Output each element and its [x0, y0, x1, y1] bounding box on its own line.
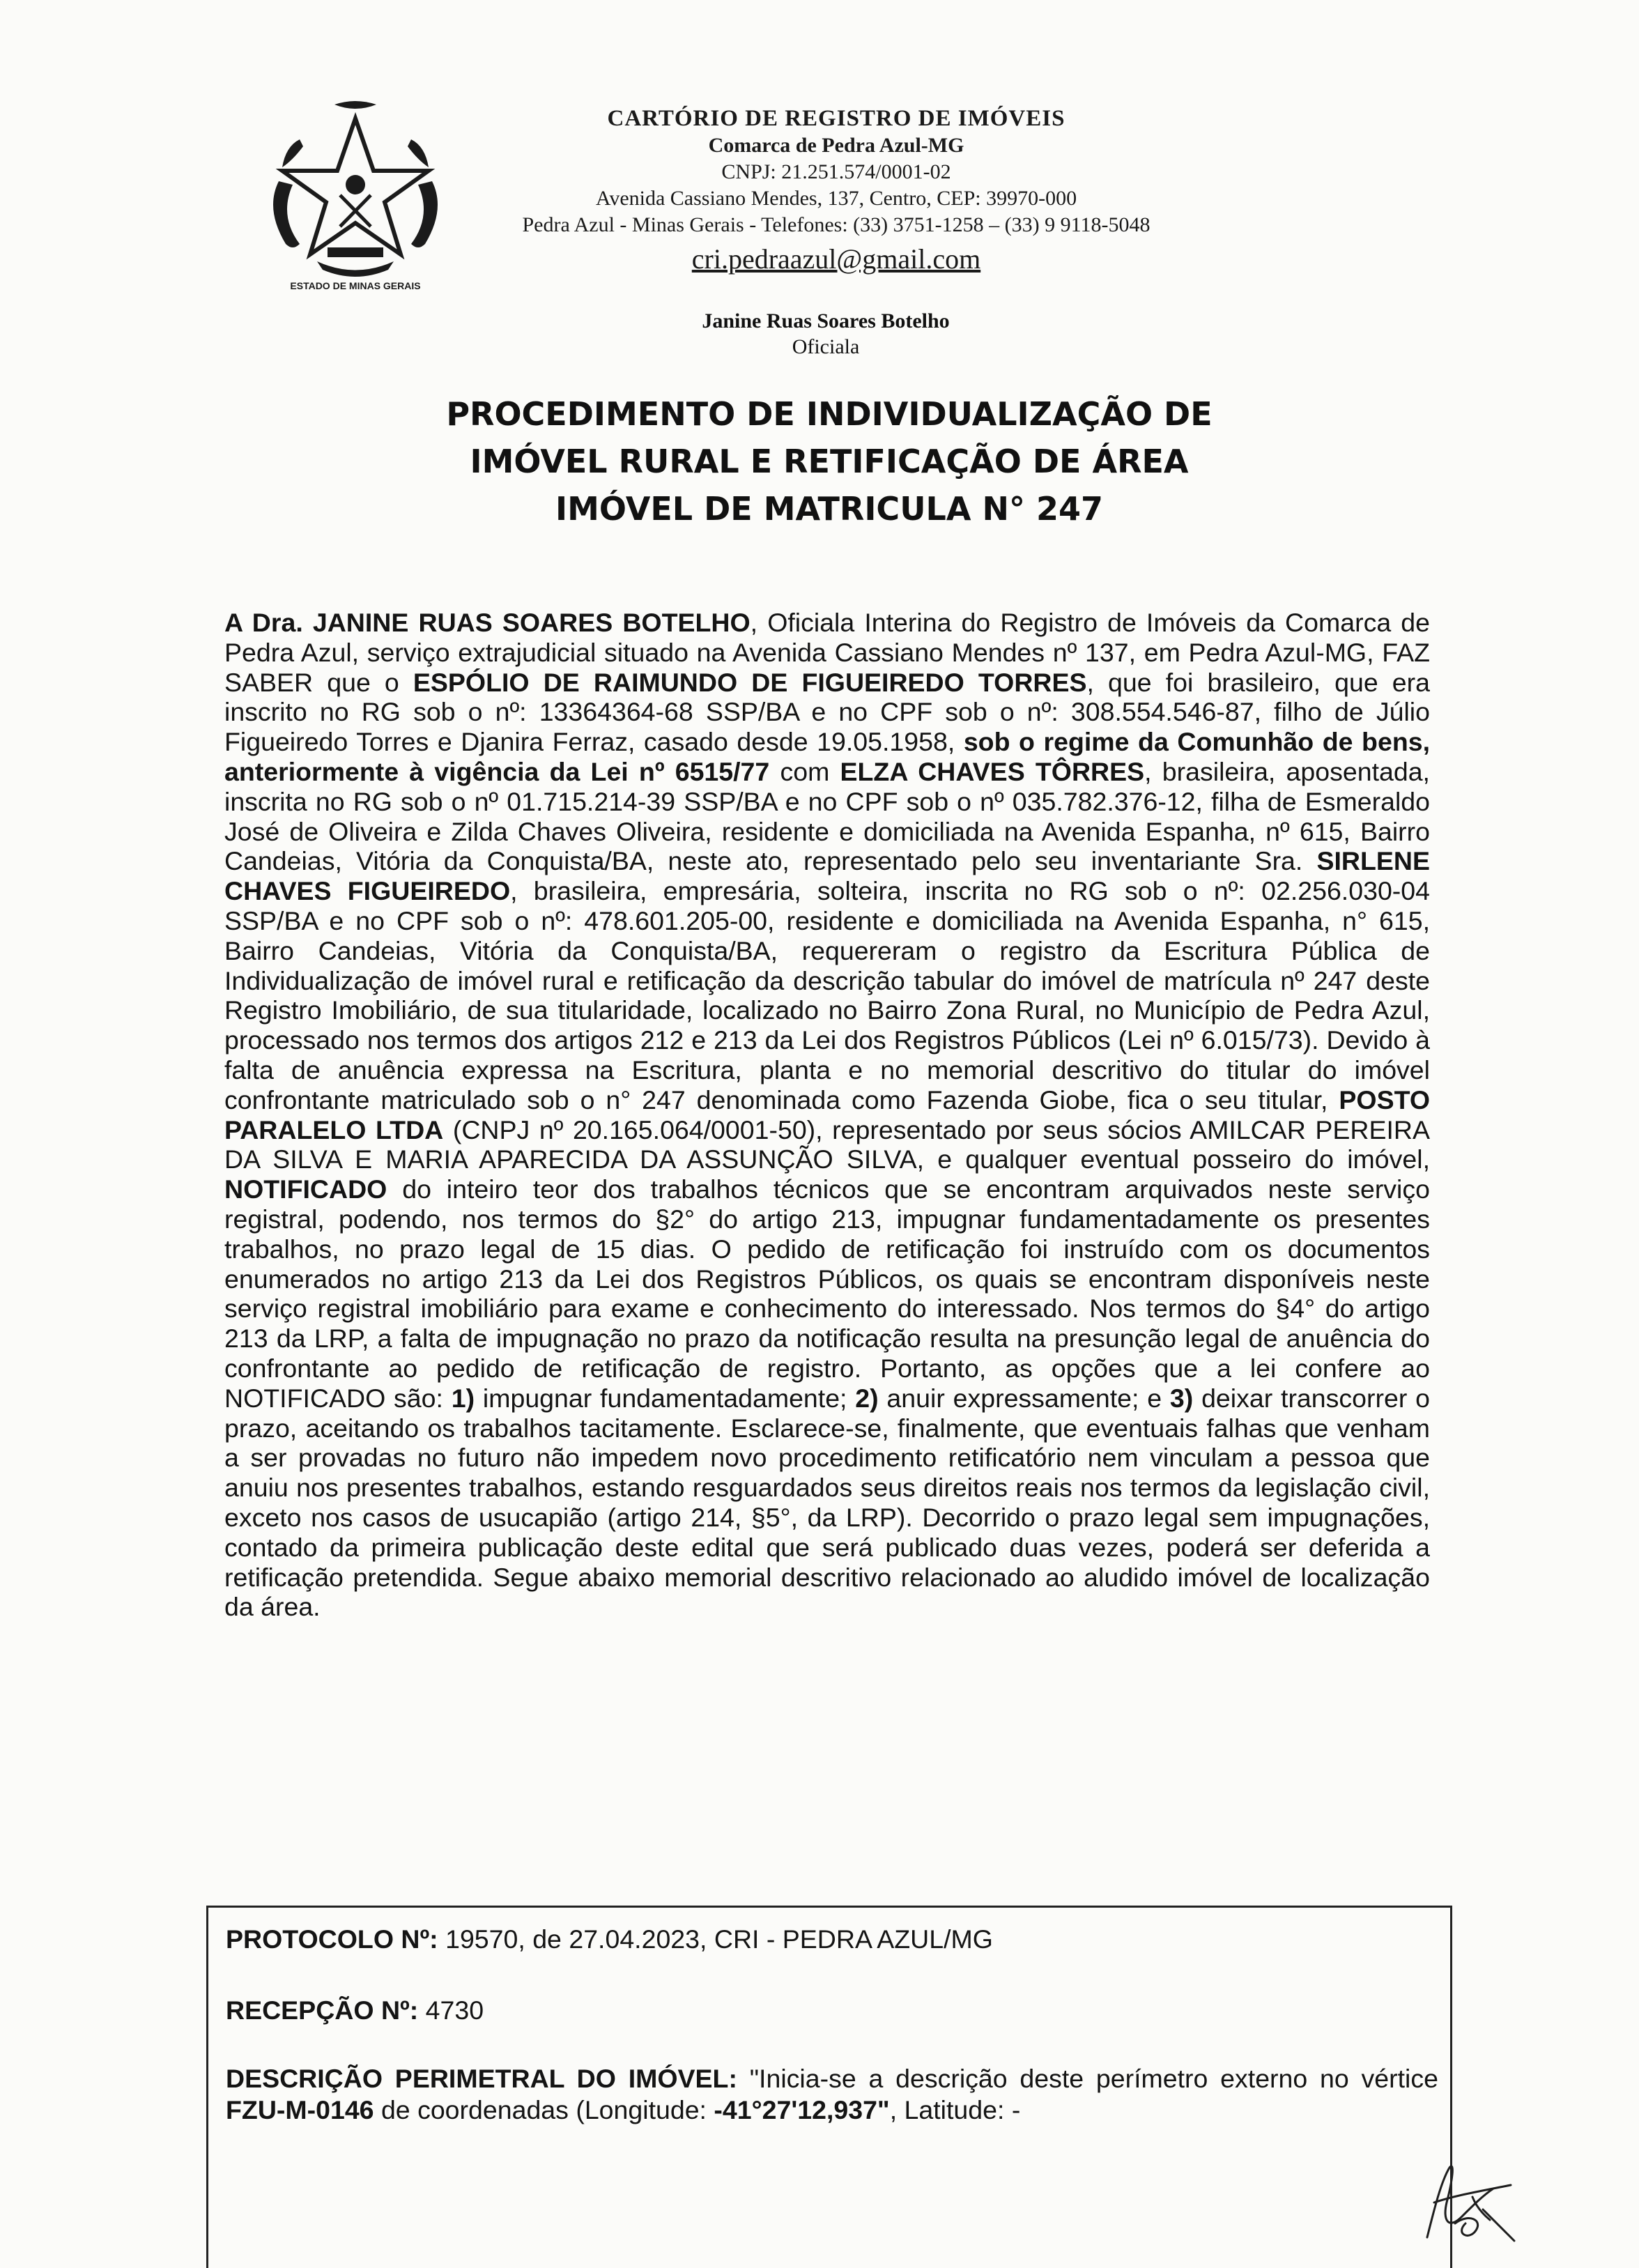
body-segment: 3) [1169, 1383, 1194, 1413]
seal-text: ESTADO DE MINAS GERAIS [290, 280, 421, 291]
title-line-2: IMÓVEL RURAL E RETIFICAÇÃO DE ÁREA [470, 443, 1189, 480]
title-line-3: IMÓVEL DE MATRICULA N° 247 [555, 490, 1104, 528]
description-label: DESCRIÇÃO PERIMETRAL DO IMÓVEL: [226, 2064, 737, 2093]
title-line-1: PROCEDIMENTO DE INDIVIDUALIZAÇÃO DE [446, 395, 1213, 433]
document-title [279, 390, 1380, 532]
reception-label: RECEPÇÃO Nº: [226, 1995, 419, 2025]
body-segment: NOTIFICADO [224, 1174, 387, 1204]
notice-body [224, 608, 1430, 1622]
comarca: Comarca de Pedra Azul-MG [708, 134, 964, 157]
body-segment: do inteiro teor dos trabalhos técnicos que se encontram arquivados neste serviço registral, podendo, nos termos do §2° do artigo 213, impugnar fundamentadamente os presentes trabalhos, no prazo legal de 15 dias. O pedido de retificação foi instruído com os documentos enumerados no artigo 213 da Lei dos Registros Públicos, os quais se encontram disponíveis neste serviço registral imobiliário para exame e conhecimento do interessado. Nos termos do §4° do artigo 213 da LRP, a falta de impugnação no prazo da notificação resulta na presunção legal de anuência do confrontante ao pedido de retificação de registro. Portanto, as opções que a lei confere ao NOTIFICADO são: [224, 1174, 1430, 1413]
body-segment: A Dra. JANINE RUAS SOARES BOTELHO [224, 608, 751, 637]
officer-block [627, 308, 1024, 360]
officer-role: Oficiala [792, 335, 860, 358]
body-segment: , brasileira, empresária, solteira, inscrita no RG sob o nº: 02.256.030-04 SSP/BA e no CPF sob o nº: 478.601.205-00, residente e domiciliada na Avenida Espanha, n° 615, Bairro Candeias, Vitória da Conquista/BA, requereram o registro da Escritura Pública de Individualização de imóvel rural e retificação da descrição tabular do imóvel de matrícula nº 247 deste Registro Imobiliário, de sua titularidade, localizado no Bairro Zona Rural, no Município de Pedra Azul, processado nos termos dos artigos 212 e 213 da Lei dos Registros Públicos (Lei nº 6.015/73). Devido à falta de anuência expressa na Escritura, planta e no memorial descritivo do titular do imóvel confrontante matriculado sob o n° 247 denominada como Fazenda Giobe, fica o seu titular, [224, 876, 1430, 1114]
body-segment: ESPÓLIO DE RAIMUNDO DE FIGUEIREDO TORRES [413, 667, 1087, 697]
body-segment: impugnar fundamentadamente; [475, 1383, 856, 1413]
registry-header [488, 105, 1185, 277]
longitude-value: -41°27'12,937" [714, 2095, 890, 2124]
body-segment: deixar transcorrer o prazo, aceitando os trabalhos tacitamente. Esclarece-se, finalmente, que eventuais falhas que venham a ser provadas no futuro não impedem novo procedimento retificatório nem vinculam a pessoa que anuiu nos presentes trabalhos, estando resguardados seus direitos reais nos termos da legislação civil, exceto nos casos de usucapião (artigo 214, §5°, da LRP). Decorrido o prazo legal sem impugnações, contado da primeira publicação deste edital que será publicado duas vezes, poderá ser deferida a retificação pretendida. Segue abaixo memorial descritivo relacionado ao aludido imóvel de localização da área. [224, 1383, 1430, 1622]
body-segment: 2) [855, 1383, 879, 1413]
minas-gerais-seal-icon [251, 98, 460, 300]
signature-icon [1406, 2154, 1525, 2247]
reception-line [226, 1995, 1438, 2026]
body-segment: sob o regime da Comunhão de bens, anteriormente à vigência da Lei nº 6515/77 [224, 727, 1431, 786]
email-link[interactable]: cri.pedraazul@gmail.com [691, 243, 981, 275]
office-name: CARTÓRIO DE REGISTRO DE IMÓVEIS [607, 106, 1065, 131]
phones: Pedra Azul - Minas Gerais - Telefones: (33) 3751-1258 – (33) 9 9118-5048 [522, 213, 1151, 236]
address: Avenida Cassiano Mendes, 137, Centro, CEP: 39970-000 [595, 187, 1077, 210]
reception-value: 4730 [418, 1995, 484, 2025]
cnpj: CNPJ: 21.251.574/0001-02 [721, 160, 951, 183]
protocol-label: PROTOCOLO Nº: [226, 1924, 438, 1954]
vertex-code: FZU-M-0146 [226, 2095, 374, 2124]
description-text: "Inicia-se a descrição deste perímetro externo no vértice [737, 2064, 1438, 2093]
body-segment: anuir expressamente; e [878, 1383, 1170, 1413]
officer-name: Janine Ruas Soares Botelho [702, 309, 950, 332]
body-segment: POSTO PARALELO LTDA [224, 1085, 1430, 1144]
body-segment: , Oficiala Interina do Registro de Imóveis da Comarca de Pedra Azul, serviço extrajudicial situado na Avenida Cassiano Mendes nº 137, em Pedra Azul-MG, FAZ SABER que o [224, 608, 1430, 697]
body-segment: , que foi brasileiro, que era inscrito no RG sob o nº: 13364364-68 SSP/BA e no CPF sob o nº: 308.554.546-87, filho de Júlio Figueiredo Torres e Djanira Ferraz, casado desde 19.05.1958, [224, 667, 1430, 757]
body-segment: ELZA CHAVES TÔRRES [840, 756, 1145, 786]
body-segment: (CNPJ nº 20.165.064/0001-50), representado por seus sócios AMILCAR PEREIRA DA SILVA E MARIA APARECIDA DA ASSUNÇÃO SILVA, e qualquer eventual posseiro do imóvel, [224, 1114, 1431, 1174]
body-segment: 1) [451, 1383, 475, 1413]
description-text: de coordenadas (Longitude: [374, 2095, 714, 2124]
body-segment: SIRLENE CHAVES FIGUEIREDO [224, 846, 1430, 906]
protocol-value: 19570, de 27.04.2023, CRI - PEDRA AZUL/MG [438, 1924, 993, 1954]
perimeter-description [226, 2063, 1438, 2126]
protocol-line [226, 1924, 1438, 1955]
body-segment: , brasileira, aposentada, inscrita no RG sob o nº 01.715.214-39 SSP/BA e no CPF sob o nº 035.782.376-12, filha de Esmeraldo José de Oliveira e Zilda Chaves Oliveira, residente e domiciliada na Avenida Espanha, nº 615, Bairro Candeias, Vitória da Conquista/BA, neste ato, representado pelo seu inventariante Sra. [224, 756, 1430, 876]
description-text: , Latitude: - [889, 2095, 1021, 2124]
body-segment: com [769, 756, 840, 786]
